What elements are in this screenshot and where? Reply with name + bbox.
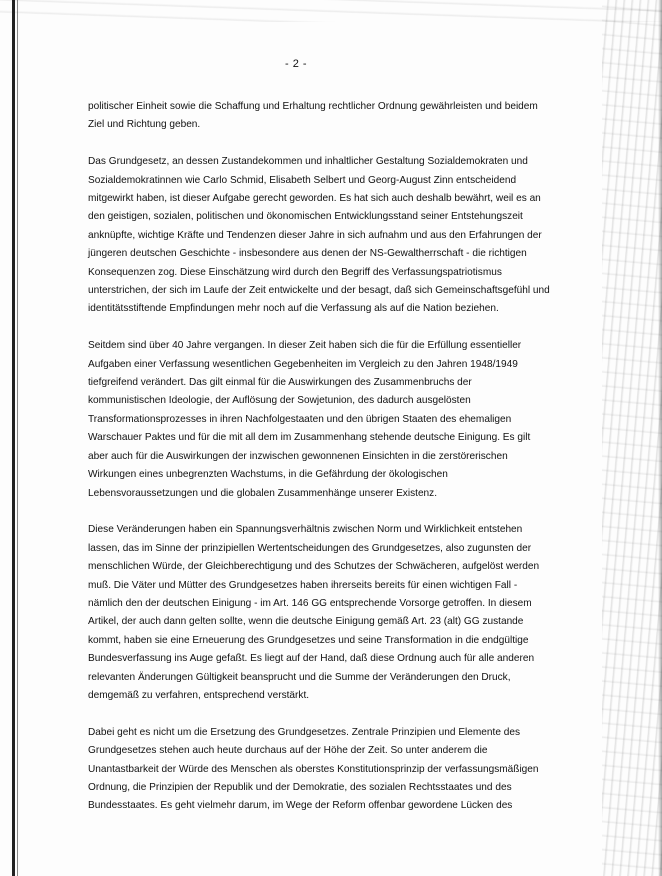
- scan-noise-right: [602, 0, 662, 876]
- paragraph-3: [88, 337, 531, 503]
- text-line: Diese Veränderungen haben ein Spannungsverhältnis zwischen Norm und Wirklichkeit entstehen: [88, 524, 523, 536]
- scan-noise-top: [0, 0, 662, 22]
- text-line: Artikel, der auch dann gelten sollte, wenn die deutsche Einigung gemäß Art. 23 (alt) GG zustande: [88, 616, 524, 628]
- text-line: Seitdem sind über 40 Jahre vergangen. In dieser Zeit haben sich die für die Erfüllung essentieller: [88, 340, 522, 352]
- text-line: muß. Die Väter und Mütter des Grundgesetzes haben ihrerseits bereits für einen wichtigen Fall -: [88, 579, 518, 591]
- text-line: Wirkungen eines unbegrenzten Wachstums, in die Gefährdung der ökologischen: [88, 469, 448, 481]
- text-line: Bundesstaates. Es geht vielmehr darum, im Wege der Reform offenbar gewordene Lücken des: [88, 800, 513, 812]
- text-line: Sozialdemokratinnen wie Carlo Schmid, Elisabeth Selbert und Georg-August Zinn entscheidend: [88, 174, 517, 186]
- text-line: Bundesverfassung ins Auge gefaßt. Es liegt auf der Hand, daß diese Ordnung auch für alle anderen: [88, 653, 535, 665]
- body-text: [88, 98, 550, 834]
- text-line: kommt, haben sie eine Erneuerung des Grundgesetzes und seine Transformation in die endgültige: [88, 634, 529, 646]
- text-line: den geistigen, sozialen, politischen und ökonomischen Entwicklungsstand seiner Entstehungszeit: [88, 211, 523, 223]
- text-line: mitgewirkt haben, ist dieser Aufgabe gerecht geworden. Es hat sich auch deshalb bewährt, weil es an: [88, 193, 541, 205]
- text-line: identitätsstiftende Empfindungen mehr noch auf die Verfassung als auf die Nation beziehen.: [88, 303, 499, 315]
- text-line: menschlichen Würde, der Gleichberechtigung und des Schutzes der Schwächeren, aufgelöst werden: [88, 561, 540, 573]
- scan-binding-edge: [12, 0, 15, 876]
- text-line: aber auch für die Auswirkungen der inzwischen gewonnenen Einsichten in die zerstörerischen: [88, 450, 508, 462]
- paragraph-5: [88, 724, 539, 816]
- text-line: anknüpfte, wichtige Kräfte und Tendenzen dieser Jahre in sich aufnahm und aus den Erfahrungen der: [88, 229, 542, 241]
- text-line: Warschauer Paktes und für die mit all dem im Zusammenhang stehende deutsche Einigung. Es gilt: [88, 432, 531, 444]
- text-line: nämlich den der deutschen Einigung - im Art. 146 GG entsprechende Vorsorge getroffen. In diesem: [88, 597, 532, 609]
- paragraph-1: [88, 98, 538, 135]
- text-line: tiefgreifend verändert. Das gilt einmal für die Auswirkungen des Zusammenbruchs der: [88, 377, 472, 389]
- text-line: Ordnung, die Prinzipien der Republik und der Demokratie, des sozialen Rechtsstaates und des: [88, 781, 512, 793]
- paragraph-4: [88, 521, 540, 705]
- paragraph-2: [88, 153, 550, 319]
- text-line: demgemäß zu verfahren, entsprechend verstärkt.: [88, 689, 310, 701]
- scan-binding-edge-secondary: [17, 0, 18, 876]
- page-number: - 2 -: [284, 58, 308, 70]
- scan-shadow-right: [658, 0, 662, 876]
- text-line: Grundgesetzes stehen auch heute durchaus auf der Höhe der Zeit. So unter anderem die: [88, 745, 488, 757]
- text-line: Transformationsprozesses in ihren Nachfolgestaaten und den übrigen Staaten des ehemaligen: [88, 413, 512, 425]
- text-line: Das Grundgesetz, an dessen Zustandekommen und inhaltlicher Gestaltung Sozialdemokraten und: [88, 156, 528, 168]
- text-line: Dabei geht es nicht um die Ersetzung des Grundgesetzes. Zentrale Prinzipien und Elemente des: [88, 726, 521, 738]
- text-line: unterstrichen, der sich im Laufe der Zeit entwickelte und der besagt, daß sich Gemeinschaftsgefühl und: [88, 285, 550, 297]
- text-line: Unantastbarkeit der Würde des Menschen als oberstes Konstitutionsprinzip der verfassungsmäßigen: [88, 763, 539, 775]
- text-line: Ziel und Richtung geben.: [88, 119, 201, 131]
- text-line: relevanten Änderungen Gültigkeit beansprucht und die Summe der Veränderungen den Druck,: [88, 671, 511, 683]
- text-line: jüngeren deutschen Geschichte - insbesondere aus denen der NS-Gewaltherrschaft - die richtigen: [88, 248, 527, 260]
- text-line: kommunistischen Ideologie, der Auflösung der Sowjetunion, des dadurch ausgelösten: [88, 395, 471, 407]
- text-line: lassen, das im Sinne der prinzipiellen Wertentscheidungen des Grundgesetzes, also zugunsten der: [88, 542, 532, 554]
- text-line: Aufgaben einer Verfassung wesentlichen Gegebenheiten im Vergleich zu den Jahren 1948/1949: [88, 358, 518, 370]
- text-line: Lebensvoraussetzungen und die globalen Zusammenhänge unserer Existenz.: [88, 487, 438, 499]
- text-line: politischer Einheit sowie die Schaffung und Erhaltung rechtlicher Ordnung gewährleisten und beidem: [88, 101, 538, 112]
- text-line: Konsequenzen zog. Diese Einschätzung wird durch den Begriff des Verfassungspatriotismus: [88, 266, 502, 278]
